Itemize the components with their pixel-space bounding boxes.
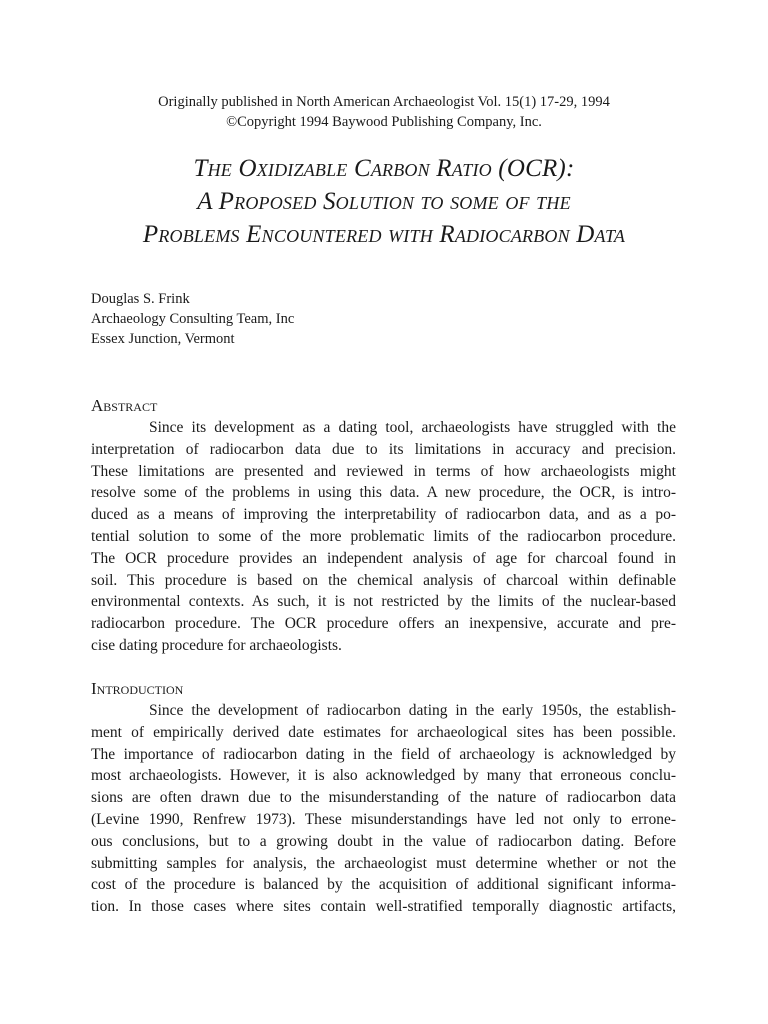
- copyright-line: ©Copyright 1994 Baywood Publishing Company, Inc.: [226, 114, 542, 130]
- publication-line: Originally published in North American Archaeologist Vol. 15(1) 17-29, 1994: [158, 94, 610, 110]
- abstract-line: The OCR procedure provides an independent analysis of age for charcoal found in: [91, 549, 676, 567]
- abstract-line: soil. This procedure is based on the chemical analysis of charcoal within definable: [91, 571, 676, 589]
- introduction-line: ment of empirically derived date estimates for archaeological sites has been possible.: [91, 723, 676, 741]
- introduction-line: sions are often drawn due to the misunderstanding of the nature of radiocarbon data: [91, 789, 676, 807]
- introduction-line: (Levine 1990, Renfrew 1973). These misunderstandings have led not only to errone-: [91, 810, 676, 828]
- introduction-line: The importance of radiocarbon dating in the field of archaeology is acknowledged by: [91, 745, 676, 763]
- abstract-section: [91, 395, 676, 657]
- abstract-line: interpretation of radiocarbon data due to its limitations in accuracy and precision.: [91, 440, 676, 458]
- introduction-line: tion. In those cases where sites contain well-stratified temporally diagnostic artifacts,: [91, 898, 676, 916]
- abstract-line: tential solution to some of the more problematic limits of the radiocarbon procedure.: [91, 527, 676, 545]
- abstract-line: radiocarbon procedure. The OCR procedure offers an inexpensive, accurate and pre-: [91, 615, 676, 633]
- author-affiliation: Archaeology Consulting Team, Inc: [91, 311, 295, 327]
- introduction-line: ous conclusions, but to a growing doubt in the value of radiocarbon dating. Before: [91, 832, 676, 850]
- title-line: Problems Encountered with Radiocarbon Data: [142, 221, 626, 248]
- title-line: The Oxidizable Carbon Ratio (OCR):: [193, 155, 575, 182]
- author-location: Essex Junction, Vermont: [91, 331, 235, 347]
- introduction-line: most archaeologists. However, it is also acknowledged by many that erroneous conclu-: [91, 767, 676, 785]
- introduction-line: Since the development of radiocarbon dating in the early 1950s, the establish-: [149, 702, 676, 719]
- publication-note: [0, 92, 768, 132]
- author-name: Douglas S. Frink: [91, 291, 190, 307]
- introduction-section: [91, 678, 676, 918]
- title-line: A Proposed Solution to some of the: [197, 188, 571, 215]
- abstract-line: duced as a means of improving the interpretability of radiocarbon data, and as a po-: [91, 506, 676, 524]
- introduction-line: cost of the procedure is balanced by the acquisition of additional significant informa-: [91, 876, 676, 894]
- abstract-line: cise dating procedure for archaeologists.: [91, 636, 342, 654]
- introduction-heading: Introduction: [91, 679, 184, 698]
- abstract-line: Since its development as a dating tool, archaeologists have struggled with the: [149, 419, 676, 436]
- abstract-line: resolve some of the problems in using this data. A new procedure, the OCR, is intro-: [91, 484, 676, 502]
- author-block: [91, 289, 294, 349]
- paper-title: [0, 152, 768, 251]
- abstract-line: These limitations are presented and reviewed in terms of how archaeologists might: [91, 462, 676, 480]
- abstract-line: environmental contexts. As such, it is not restricted by the limits of the nuclear-based: [91, 593, 676, 611]
- abstract-heading: Abstract: [91, 396, 158, 415]
- introduction-line: submitting samples for analysis, the archaeologist must determine whether or not the: [91, 854, 676, 872]
